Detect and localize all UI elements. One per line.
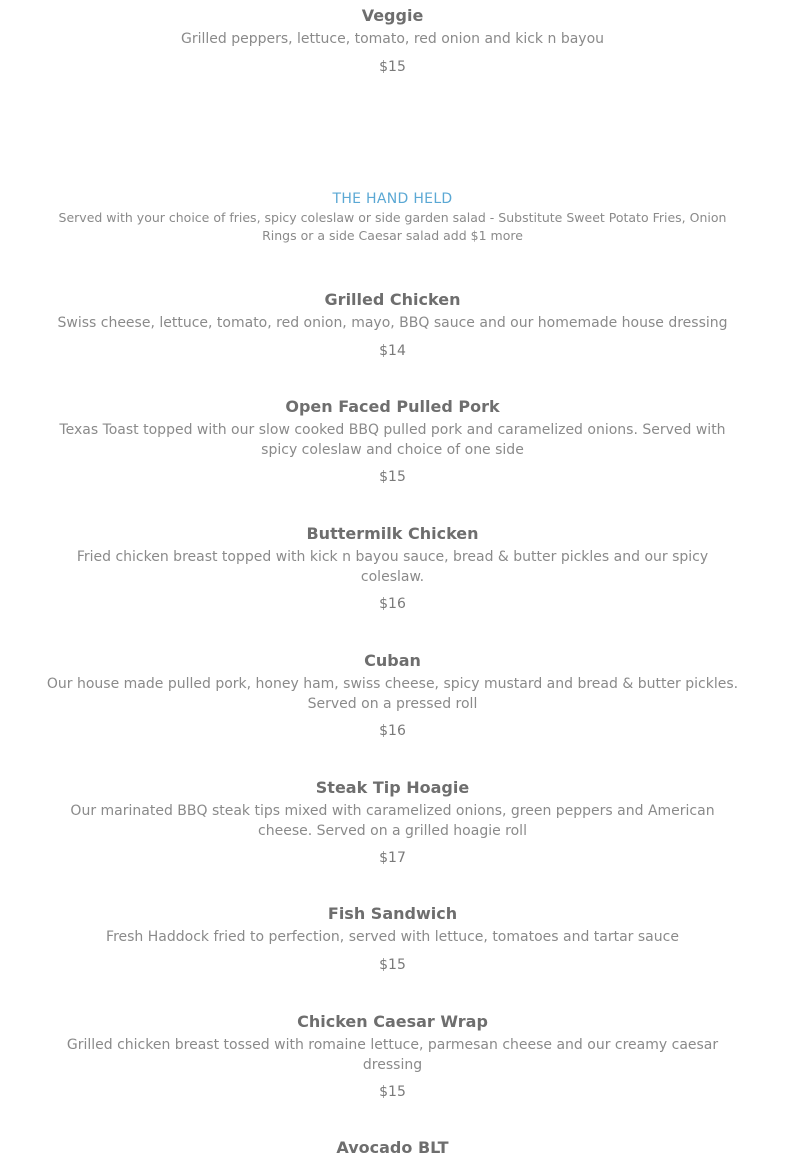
item-price: $15 (379, 956, 406, 973)
menu-item (30, 778, 755, 868)
section-hand-held (30, 190, 755, 245)
item-price: $16 (379, 596, 406, 612)
item-description: Swiss cheese, lettuce, tomato, red onion, mayo, BBQ sauce and our homemade house dressing (57, 315, 728, 331)
item-price: $15 (379, 469, 406, 485)
item-price: $17 (379, 850, 406, 866)
item-description: Our marinated BBQ steak tips mixed with caramelized onions, green peppers and American cheese. Served on a grilled hoagie roll (70, 803, 715, 839)
item-name: Cuban (364, 651, 421, 670)
item-description: Texas Toast topped with our slow cooked BBQ pulled pork and caramelized onions. Served with spicy coleslaw and choice of one side (59, 422, 726, 458)
menu-item (30, 904, 755, 975)
menu-item-veggie (30, 6, 755, 77)
item-price: $14 (379, 342, 406, 359)
item-price: $15 (379, 58, 406, 75)
item-description: Fresh Haddock fried to perfection, served with lettuce, tomatoes and tartar sauce (106, 929, 679, 945)
item-description: Grilled chicken breast tossed with romaine lettuce, parmesan cheese and our creamy caesar dressing (66, 1037, 719, 1073)
item-description: Grilled peppers, lettuce, tomato, red onion and kick n bayou (180, 31, 605, 47)
item-name: Steak Tip Hoagie (315, 778, 470, 797)
menu-item (30, 1012, 755, 1102)
menu-item (30, 397, 755, 487)
item-name: Fish Sandwich (327, 904, 458, 923)
item-price: $15 (379, 1084, 406, 1100)
menu-item (30, 524, 755, 614)
section-note: Served with your choice of fries, spicy coleslaw or side garden salad - Substitute Sweet Potato Fries, Onion Rings or a side Caesar salad add $1 more (58, 210, 727, 243)
item-name: Grilled Chicken (324, 290, 461, 309)
menu-item (30, 651, 755, 741)
item-name: Avocado BLT (336, 1138, 449, 1157)
item-name: Veggie (361, 6, 424, 25)
item-description: Fried chicken breast topped with kick n bayou sauce, bread & butter pickles and our spicy coleslaw. (76, 549, 709, 585)
item-price: $16 (379, 723, 406, 739)
section-title: THE HAND HELD (332, 191, 453, 207)
menu-item (30, 1138, 755, 1158)
item-name: Open Faced Pulled Pork (285, 397, 500, 416)
item-name: Chicken Caesar Wrap (297, 1012, 488, 1031)
item-description: Our house made pulled pork, honey ham, swiss cheese, spicy mustard and bread & butter pickles. Served on a pressed roll (46, 676, 739, 712)
item-name: Buttermilk Chicken (306, 524, 479, 543)
menu-item (30, 290, 755, 361)
